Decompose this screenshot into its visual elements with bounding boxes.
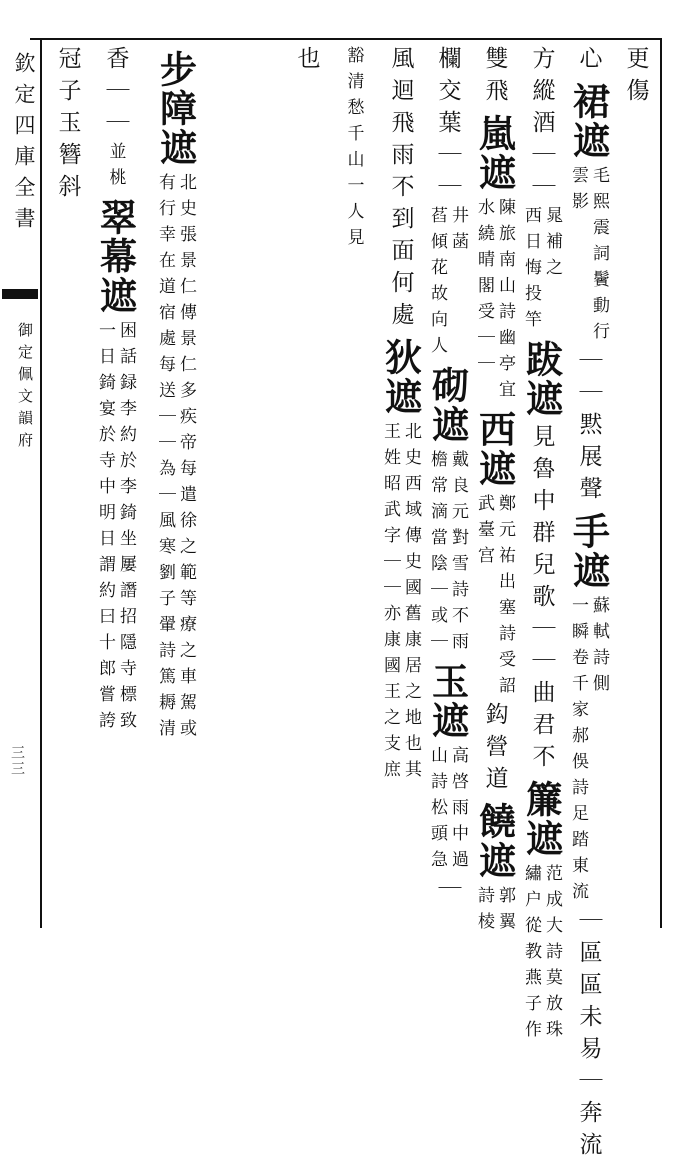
body-text: 鈎營道 [481, 702, 508, 798]
body-text: 冠子玉簪斜 [54, 46, 81, 206]
annotation-line: 困話録李約於李錡坐屢譖招隱寺標致 [116, 321, 136, 737]
text-column [92, 46, 138, 926]
body-text: 見魯中群兒歌｜｜曲君不 [528, 424, 555, 776]
headword: 翠幕遮 [93, 198, 138, 315]
annotation-line: 北史張景仁傳景仁多疾帝每遣徐之範等療之車駕或 [176, 173, 196, 745]
body-text: 風迴飛雨不到面何處 [387, 46, 414, 334]
margin-divider [40, 38, 42, 928]
annotation-line: 毛熙震詞鬢動行 [589, 166, 609, 348]
body-text: 心 [575, 46, 602, 78]
book-title: 欽定四庫全書 [12, 52, 36, 238]
headword: 步障遮 [153, 50, 198, 167]
top-border [30, 38, 660, 40]
annotation-double-line [428, 746, 466, 876]
annotation-double-line [381, 422, 419, 786]
text-column [44, 46, 90, 926]
annotation-line: 有行幸在道宿處每送｜｜為｜風寒劉子翬詩篤耨清 [155, 173, 175, 745]
annotation-line: 北史西域傳史國舊康居之地也其 [401, 422, 421, 786]
annotation-line: 詩棱 [474, 886, 494, 938]
annotation-line: 范成大詩莫放珠 [542, 864, 562, 1046]
text-column [283, 46, 329, 926]
fishtail-mark [2, 289, 38, 299]
annotation-double-line [569, 166, 607, 348]
annotation-double-line [569, 596, 607, 908]
annotation-line: 晁補之 [542, 206, 562, 284]
text-column [565, 46, 611, 1164]
body-text: ｜ [434, 876, 461, 908]
annotation-line: 郭翼 [495, 886, 515, 938]
annotation-line: 王姓昭武字｜｜亦康國王之支庶 [380, 422, 400, 786]
headword: 裙遮 [566, 82, 611, 160]
annotation-line: 山詩松頭急 [427, 746, 447, 876]
annotation-line: 水繞晴閣受｜｜ [474, 198, 494, 380]
annotation-line: 一日錡宴於寺中明日謂約曰十郎嘗誇 [95, 321, 115, 737]
body-text: 方縱酒｜｜ [528, 46, 555, 206]
annotation-double-line [522, 206, 560, 336]
annotation-double-line [475, 198, 513, 406]
text-column [377, 46, 423, 926]
body-text: 更傷 [622, 46, 649, 110]
annotation-double-line [107, 142, 124, 194]
text-column [471, 46, 517, 938]
headword: 手遮 [566, 512, 611, 590]
body-text: 欄交葉｜｜ [434, 46, 461, 206]
annotation-double-line [475, 494, 513, 702]
body-text: ｜｜黙展聲 [575, 348, 602, 508]
annotation-line: 武臺宫 [474, 494, 494, 572]
text-column [424, 46, 470, 926]
annotation-line: 西日悔投竿 [521, 206, 541, 336]
annotation-line: 一瞬卷千家郝俁詩足踏東流 [568, 596, 588, 908]
headword: 西遮 [472, 410, 517, 488]
annotation-line: 陳旅南山詩幽亭宜 [495, 198, 515, 406]
annotation-double-line [522, 864, 560, 1046]
annotation-line: 豁清愁千山一人見 [343, 46, 364, 254]
annotation-double-line [156, 173, 194, 745]
annotation-double-line [475, 886, 513, 938]
volume-title: 御定佩文韻府 [16, 322, 34, 454]
headword: 跋遮 [519, 340, 564, 418]
text-column [518, 46, 564, 1046]
right-border [660, 38, 662, 928]
annotation-line: 萏傾花故向人 [427, 206, 447, 362]
annotation-double-line [428, 450, 466, 658]
annotation-line: 檐常滴當陰｜或｜ [427, 450, 447, 658]
headword: 嵐遮 [472, 114, 517, 192]
headword: 砌遮 [425, 366, 470, 444]
body-text: ｜區區未易｜奔流 [575, 908, 602, 1164]
annotation-double-line [428, 206, 466, 362]
headword: 饒遮 [472, 802, 517, 880]
annotation-line: 井菡 [448, 206, 468, 258]
annotation-line: 蘇軾詩側 [589, 596, 609, 700]
annotation-double-line [345, 46, 362, 254]
text-column [330, 46, 376, 926]
headword: 狄遮 [378, 338, 423, 416]
page-number: 三三 [9, 745, 25, 777]
annotation-line: 並桃 [105, 142, 126, 194]
text-column [152, 46, 198, 926]
annotation-line: 鄭元祐出塞詩受詔 [495, 494, 515, 702]
headword: 玉遮 [425, 662, 470, 740]
annotation-double-line [96, 321, 134, 737]
headword: 簾遮 [519, 780, 564, 858]
body-text: 也 [293, 46, 320, 78]
body-text: 香｜｜ [102, 46, 129, 142]
text-column [612, 46, 658, 926]
annotation-line: 雲影 [568, 166, 588, 218]
annotation-line: 戴良元對雪詩不雨 [448, 450, 468, 658]
annotation-line: 高啓雨中過 [448, 746, 468, 876]
annotation-line: 繡户從教燕子作 [521, 864, 541, 1046]
body-text: 雙飛 [481, 46, 508, 110]
